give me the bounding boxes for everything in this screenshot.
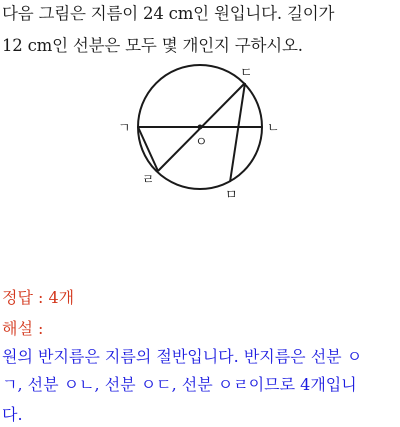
label-center: ㅇ [195,135,208,150]
answer-label: 정답 : 4개 [2,288,75,307]
explanation-line-1: 원의 반지름은 지름의 절반입니다. 반지름은 선분 ㅇ [2,347,363,366]
explanation-line-2: ㄱ, 선분 ㅇㄴ, 선분 ㅇㄷ, 선분 ㅇㄹ이므로 4개입니 [2,375,357,394]
circle-figure [100,62,300,210]
label-bottom-right: ㅁ [225,188,238,203]
explanation-label: 해설 : [2,319,44,338]
question-line-1: 다음 그림은 지름이 24 cm인 원입니다. 길이가 [2,4,335,23]
label-top-right: ㄷ [240,66,253,81]
explanation-line-3: 다. [2,405,23,424]
center-point [198,125,203,130]
chord-top-right-to-bottom-right [230,83,245,182]
question-line-2: 12 cm인 선분은 모두 몇 개인지 구하시오. [2,36,303,55]
label-left: ㄱ [118,121,131,136]
label-bottom-left: ㄹ [142,173,155,188]
label-right: ㄴ [267,121,280,136]
